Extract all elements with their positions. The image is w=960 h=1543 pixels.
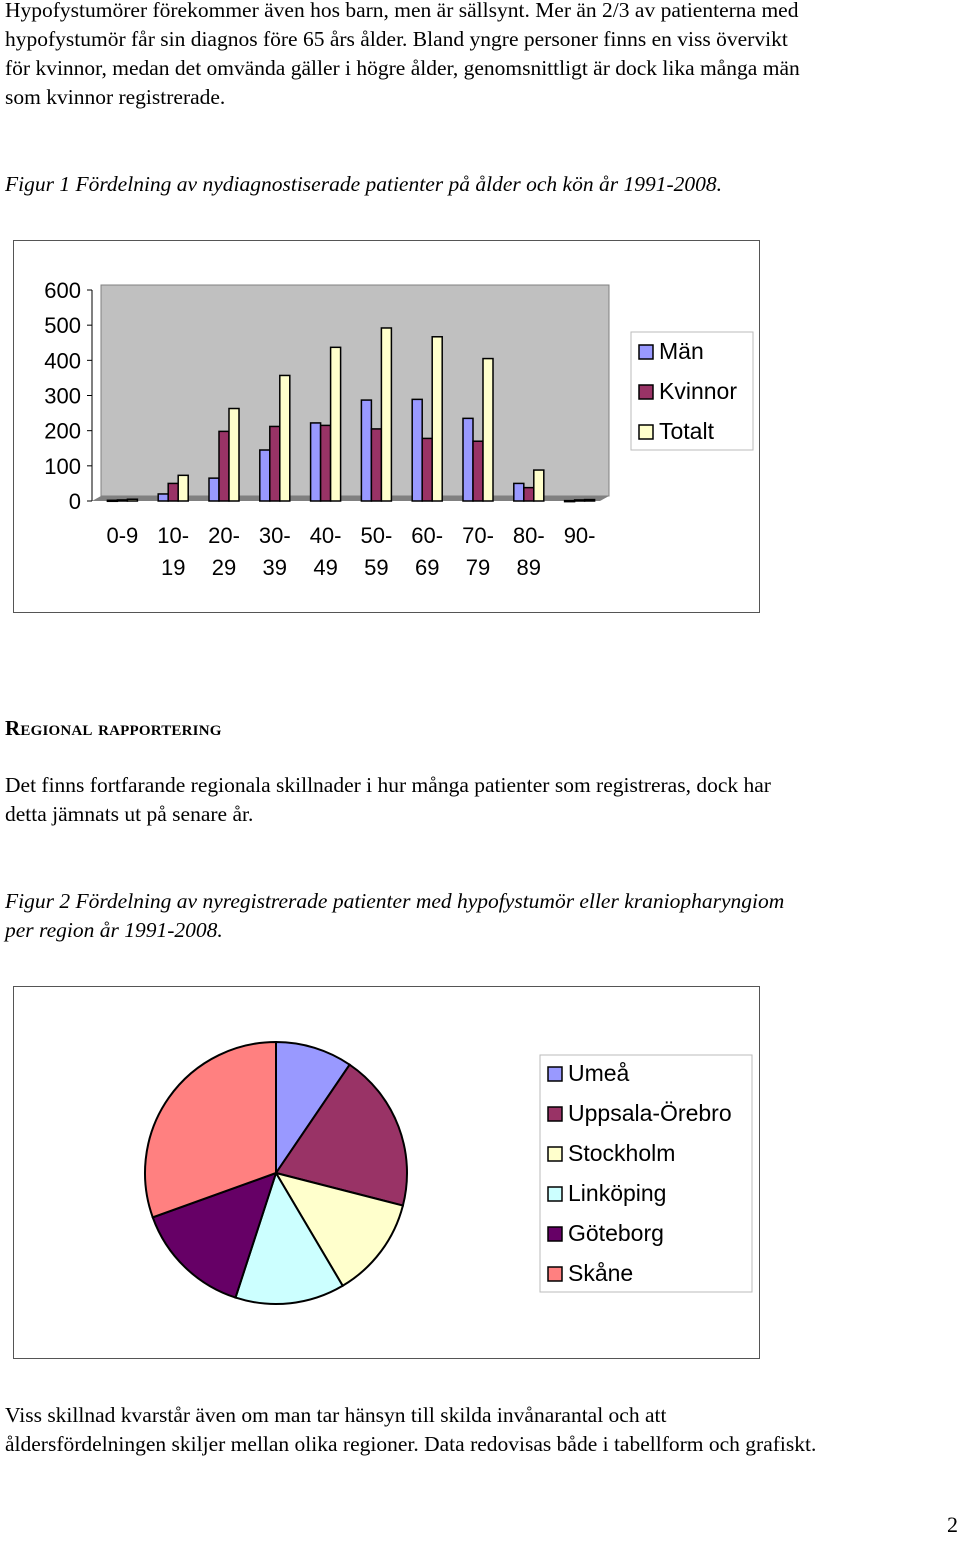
legend-label: Uppsala-Örebro xyxy=(568,1100,732,1126)
bar-män xyxy=(107,500,117,501)
bar-totalt xyxy=(534,470,544,501)
y-tick-label: 100 xyxy=(44,453,81,479)
bar-totalt xyxy=(432,337,442,501)
page-number: 2 xyxy=(947,1512,958,1537)
y-tick-label: 500 xyxy=(44,313,81,339)
bar-totalt xyxy=(331,347,341,501)
x-tick-label xyxy=(157,523,189,580)
text-line: hypofystumör får sin diagnos före 65 års ålder. Bland yngre personer finns en viss övervikt xyxy=(5,27,788,51)
bar-totalt xyxy=(229,409,239,501)
figure2-chart-frame xyxy=(13,986,760,1359)
x-tick-label-line: 59 xyxy=(364,555,389,580)
x-tick-label-line: 69 xyxy=(414,555,440,580)
plot-area xyxy=(101,285,609,496)
bar-män xyxy=(209,478,219,501)
figure1-caption: Figur 1 Fördelning av nydiagnostiserade patienter på ålder och kön år 1991-2008. xyxy=(5,172,722,196)
legend-swatch xyxy=(639,425,653,439)
bar-kvinnor xyxy=(117,500,127,501)
x-tick-label-line: 20- xyxy=(208,523,240,548)
bar-män xyxy=(463,418,473,501)
y-tick-label: 300 xyxy=(44,383,81,409)
legend-label: Skåne xyxy=(568,1260,634,1286)
legend-swatch xyxy=(548,1107,562,1121)
y-tick-label: 0 xyxy=(68,489,81,514)
text-line: för kvinnor, medan det omvända gäller i högre ålder, genomsnittligt är dock lika många män xyxy=(5,56,800,80)
bar-kvinnor xyxy=(168,483,178,501)
x-tick-label-line: 29 xyxy=(211,555,237,580)
legend-swatch xyxy=(548,1267,562,1281)
legend-swatch xyxy=(548,1147,562,1161)
x-tick-label-line: 79 xyxy=(465,555,491,580)
caption-line: per region år 1991-2008. xyxy=(5,918,223,942)
x-tick-label-line: 19 xyxy=(160,555,186,580)
bar-män xyxy=(260,450,270,501)
legend-swatch xyxy=(639,385,653,399)
x-tick-label xyxy=(259,523,291,580)
x-tick-label xyxy=(462,523,494,580)
bar-kvinnor xyxy=(524,488,534,501)
text-line: Viss skillnad kvarstår även om man tar hänsyn till skilda invånarantal och att xyxy=(5,1403,667,1427)
bar-totalt xyxy=(381,328,391,501)
text-line: detta jämnats ut på senare år. xyxy=(5,802,254,826)
x-tick-label-line: 39 xyxy=(262,555,288,580)
bar-kvinnor xyxy=(270,426,280,501)
bar-totalt xyxy=(585,500,595,501)
bar-kvinnor xyxy=(422,438,432,501)
x-tick-label-line: 49 xyxy=(313,555,338,580)
bar-män xyxy=(514,483,524,501)
bar-män xyxy=(158,494,168,501)
legend-box xyxy=(540,1055,752,1292)
x-tick-label-line: 60- xyxy=(411,523,444,548)
legend-label: Göteborg xyxy=(568,1220,664,1246)
x-tick-label xyxy=(310,523,342,580)
x-tick-label-line: 90- xyxy=(563,523,596,548)
y-tick-label: 400 xyxy=(44,348,81,374)
x-tick-label-line: 40- xyxy=(309,523,342,548)
closing-paragraph xyxy=(5,1401,955,1459)
x-tick-label-line: 70- xyxy=(462,523,494,548)
legend-label: Män xyxy=(659,338,704,364)
bar-män xyxy=(412,399,422,501)
section-heading: Regional rapportering xyxy=(5,716,222,740)
bar-män xyxy=(361,400,371,501)
bar-män xyxy=(311,423,321,501)
x-tick-label-line: 80- xyxy=(512,523,545,548)
x-tick-label-line: 0-9 xyxy=(106,523,139,548)
bar-kvinnor xyxy=(321,425,331,501)
x-tick-label-line: 10- xyxy=(157,523,190,548)
figure1-bar-chart xyxy=(14,241,761,614)
x-tick-label xyxy=(513,523,545,580)
intro-paragraph xyxy=(5,0,955,112)
regional-paragraph xyxy=(5,771,955,829)
text-line: Hypofystumörer förekommer även hos barn, men är sällsynt. Mer än 2/3 av patienterna med xyxy=(5,0,799,22)
bar-totalt xyxy=(280,375,290,501)
bar-kvinnor xyxy=(219,431,229,501)
x-tick-label xyxy=(564,523,596,548)
legend-swatch xyxy=(548,1227,562,1241)
legend-label: Umeå xyxy=(568,1060,630,1086)
legend-swatch xyxy=(548,1067,562,1081)
bar-män xyxy=(565,501,575,502)
text-line: åldersfördelningen skiljer mellan olika regioner. Data redovisas både i tabellform och grafiskt. xyxy=(5,1432,817,1456)
x-tick-label xyxy=(208,523,240,580)
figure1-chart-frame xyxy=(13,240,760,613)
figure2-caption xyxy=(5,887,784,945)
legend-label: Kvinnor xyxy=(659,378,737,404)
y-tick-label: 200 xyxy=(44,418,81,444)
legend-label: Totalt xyxy=(659,418,714,444)
caption-line: Figur 2 Fördelning av nyregistrerade patienter med hypofystumör eller kraniopharyngiom xyxy=(5,889,785,913)
x-tick-label xyxy=(411,523,443,580)
legend-label: Stockholm xyxy=(568,1140,676,1166)
bar-kvinnor xyxy=(473,441,483,501)
legend-label: Linköping xyxy=(568,1180,667,1206)
x-tick-label-line: 89 xyxy=(516,555,542,580)
y-tick-label: 600 xyxy=(44,278,81,303)
text-line: Det finns fortfarande regionala skillnader i hur många patienter som registreras, dock har xyxy=(5,773,771,797)
bar-totalt xyxy=(483,359,493,501)
x-tick-label xyxy=(361,523,393,580)
x-tick-label-line: 30- xyxy=(258,523,291,548)
legend-swatch xyxy=(639,345,653,359)
x-tick-label xyxy=(107,523,139,548)
text-line: som kvinnor registrerade. xyxy=(5,85,226,109)
legend-swatch xyxy=(548,1187,562,1201)
bar-totalt xyxy=(127,499,137,501)
bar-kvinnor xyxy=(575,500,585,501)
bar-totalt xyxy=(178,475,188,501)
x-tick-label-line: 50- xyxy=(360,523,393,548)
bar-kvinnor xyxy=(371,429,381,501)
figure2-pie-chart xyxy=(14,987,761,1360)
